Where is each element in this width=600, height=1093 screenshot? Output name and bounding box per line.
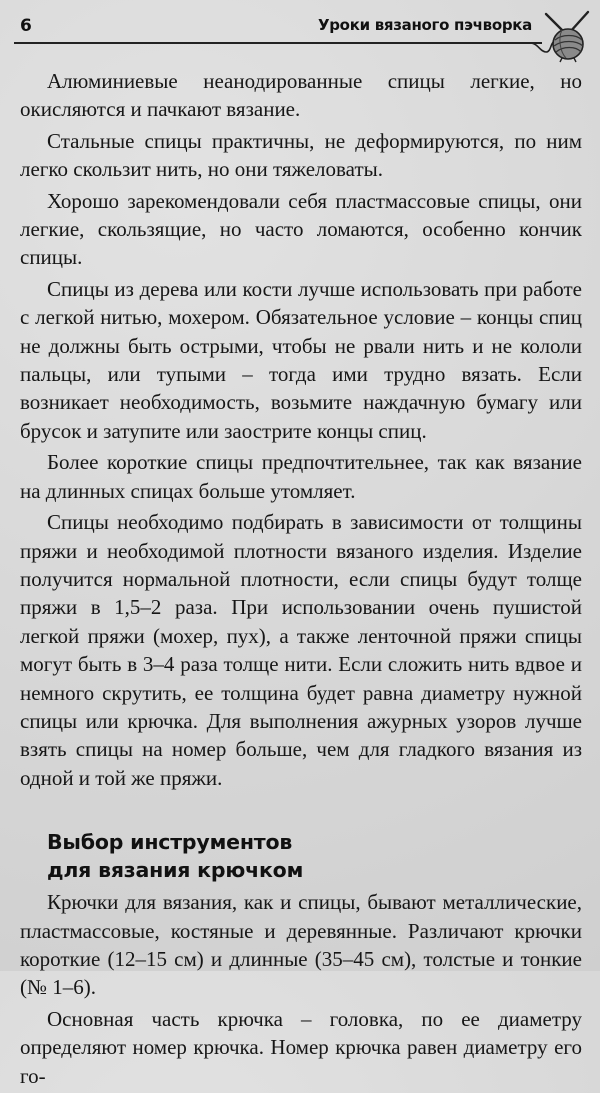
paragraph: Крючки для вязания, как и спицы, бывают металлические, пластмассовые, костяные и деревянные. Различают крючки короткие (12–15 см) и длинные (35–45 см), толстые и тонкие (№ 1–6).: [20, 890, 582, 1000]
yarn-ball-with-needles-icon: [532, 8, 598, 64]
paragraph: Основная часть крючка – головка, по ее диаметру определяют номер крючка. Номер крючка равен диаметру его го-: [20, 1006, 582, 1088]
header-rule: [14, 42, 542, 44]
section-heading-line-2: для вязания крючком: [47, 858, 304, 883]
paragraph: Спицы необходимо подбирать в зависимости от толщины пряжи и необходимой плотности вязаного изделия. Изделие получится нормальной плотности, если спицы будут толще пряжи в 1,5–2 раза. При использовании очень пушистой легкой пряжи (мохер, пух), а также ленточной пряжи спицы могут быть в 3–4 раза толще нити. Если сложить нить вдвое и немного скрутить, ее толщина будет равна диаметру нужной спицы или крючка. Для выполнения ажурных узоров лучше взять спицы на номер больше, чем для гладкого вязания из одной и той же пряжи.: [20, 510, 582, 790]
paragraph: Хорошо зарекомендовали себя пластмассовые спицы, они легкие, скользящие, но часто ломаются, особенно кончик спицы.: [20, 188, 582, 270]
paragraph: Алюминиевые неанодированные спицы легкие, но окисляются и пачкают вязание.: [20, 69, 582, 122]
running-title: Уроки вязаного пэчворка: [317, 16, 532, 34]
section-heading-line-1: Выбор инструментов: [47, 830, 293, 855]
paragraph: Более короткие спицы предпочтительнее, так как вязание на длинных спицах больше утомляет.: [20, 450, 582, 503]
paragraph: Спицы из дерева или кости лучше использовать при работе с легкой нитью, мохером. Обязательное условие – концы спиц не должны быть острыми, чтобы не рвали нить и не кололи пальцы, или тупыми – тогда ими трудно вязать. Если возникает необходимость, возьмите наждачную бумагу или брусок и затупите или заострите концы спиц.: [20, 276, 582, 443]
section-heading: [47, 828, 582, 884]
page-header: [0, 0, 600, 62]
paragraph: Стальные спицы практичны, не деформируются, по ним легко скользит нить, но они тяжеловаты.: [20, 128, 582, 182]
page-body: [20, 67, 582, 1093]
page-number: 6: [20, 16, 32, 36]
